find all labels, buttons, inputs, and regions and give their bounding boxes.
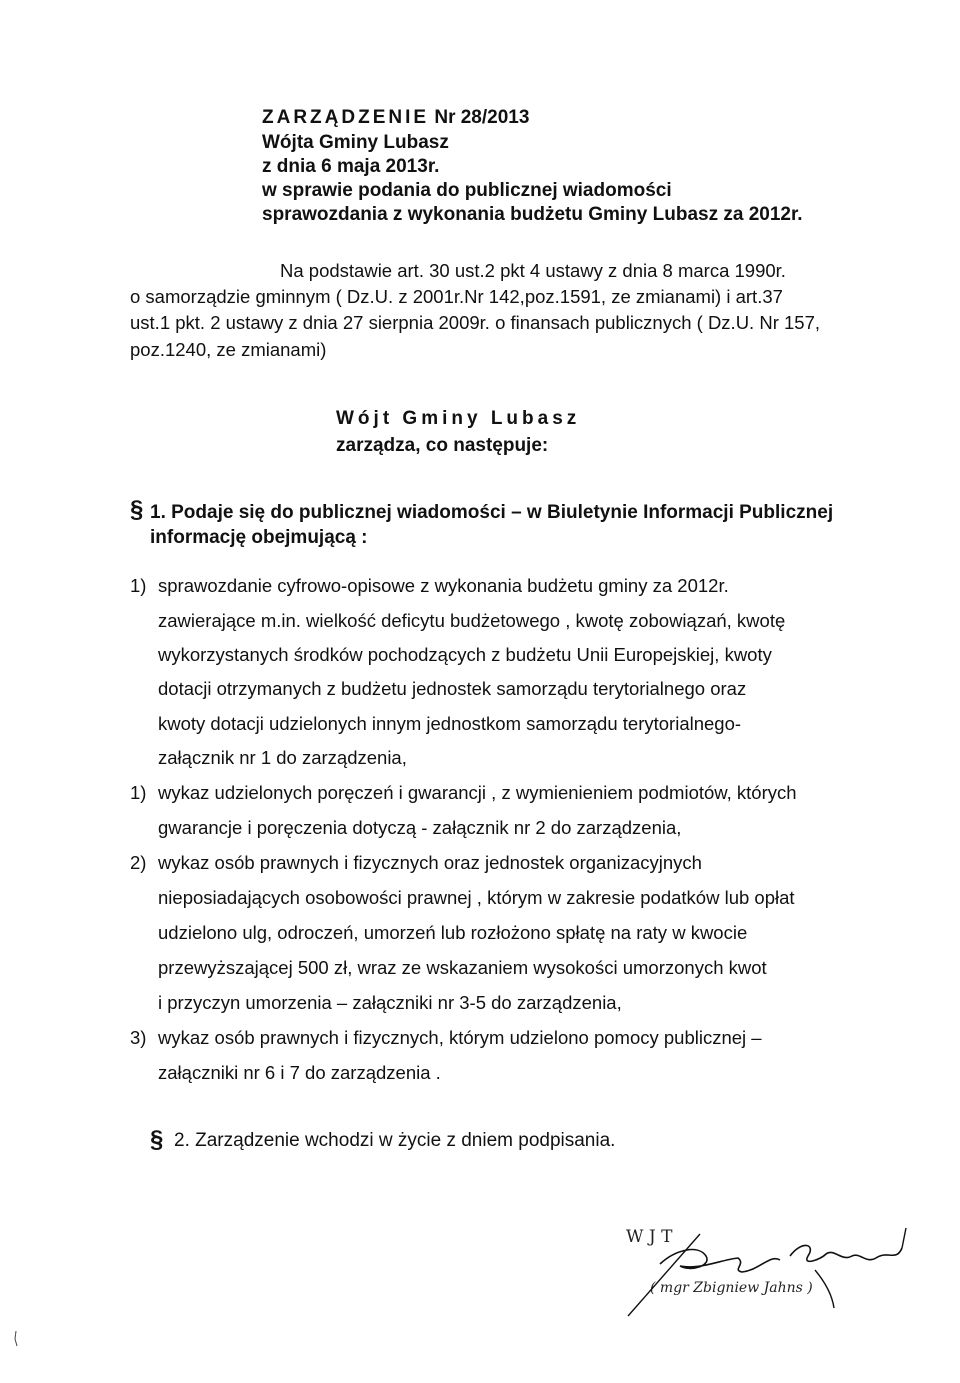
item-number: 3) xyxy=(130,1027,147,1048)
stamp-name-text: ( mgr Zbigniew Jahns ) xyxy=(650,1280,813,1296)
item-number: 2) xyxy=(130,852,147,873)
section-1-intro-line-2: informację obejmującą : xyxy=(150,527,368,548)
item-line: dotacji otrzymanych z budżetu jednostek samorządu terytorialnego oraz xyxy=(158,678,747,699)
decree-authority: Wójt Gminy Lubasz xyxy=(336,408,581,429)
subject-line-1: w sprawie podania do publicznej wiadomości xyxy=(262,180,672,201)
stray-mark xyxy=(12,1330,20,1348)
title-prefix: ZARZĄDZENIE xyxy=(262,107,430,128)
item-line: nieposiadających osobowości prawnej , którym w zakresie podatków lub opłat xyxy=(158,887,795,908)
section-2-sign: § xyxy=(150,1126,164,1153)
item-line: wykaz udzielonych poręczeń i gwarancji , z wymienieniem podmiotów, których xyxy=(158,782,797,803)
signature-stroke xyxy=(902,1228,906,1248)
section-2-text: 2. Zarządzenie wchodzi w życie z dniem podpisania. xyxy=(174,1130,616,1151)
title-number: Nr 28/2013 xyxy=(434,107,530,128)
item-line: wykorzystanych środków pochodzących z budżetu Unii Europejskiej, kwoty xyxy=(158,644,772,665)
signature-stroke xyxy=(815,1270,834,1308)
basis-line-4: poz.1240, ze zmianami) xyxy=(130,339,327,360)
section-1-intro-line-1: 1. Podaje się do publicznej wiadomości – w Biuletynie Informacji Publicznej xyxy=(150,502,834,523)
document-title xyxy=(262,106,529,130)
item-line: gwarancje i poręczenia dotyczą - załącznik nr 2 do zarządzenia, xyxy=(158,817,682,838)
item-line: załącznik nr 1 do zarządzenia, xyxy=(158,747,407,768)
item-line: udzielono ulg, odroczeń, umorzeń lub rozłożono spłatę na raty w kwocie xyxy=(158,922,748,943)
item-line: wykaz osób prawnych i fizycznych, którym udzielono pomocy publicznej – xyxy=(158,1027,762,1048)
basis-line-3: ust.1 pkt. 2 ustawy z dnia 27 sierpnia 2009r. o finansach publicznych ( Dz.U. Nr 157, xyxy=(130,312,821,333)
item-line: załączniki nr 6 i 7 do zarządzenia . xyxy=(158,1062,441,1083)
section-1-sign: § xyxy=(130,496,144,523)
item-line: i przyczyn umorzenia – załączniki nr 3-5 do zarządzenia, xyxy=(158,992,622,1013)
decree-formula: zarządza, co następuje: xyxy=(336,435,549,456)
item-line: zawierające m.in. wielkość deficytu budżetowego , kwotę zobowiązań, kwotę xyxy=(158,610,786,631)
item-line: kwoty dotacji udzielonych innym jednostkom samorządu terytorialnego- xyxy=(158,713,742,734)
item-number: 1) xyxy=(130,782,147,803)
issue-date: z dnia 6 maja 2013r. xyxy=(262,156,440,177)
issuer: Wójta Gminy Lubasz xyxy=(262,132,449,153)
basis-line-1: Na podstawie art. 30 ust.2 pkt 4 ustawy z dnia 8 marca 1990r. xyxy=(280,260,786,281)
item-line: sprawozdanie cyfrowo-opisowe z wykonania budżetu gminy za 2012r. xyxy=(158,575,729,596)
signature-stroke xyxy=(660,1250,780,1272)
stamp-top-text: W J T xyxy=(626,1227,673,1247)
basis-line-2: o samorządzie gminnym ( Dz.U. z 2001r.Nr 142,poz.1591, ze zmianami) i art.37 xyxy=(130,286,783,307)
subject-line-2: sprawozdania z wykonania budżetu Gminy Lubasz za 2012r. xyxy=(262,204,803,225)
item-line: wykaz osób prawnych i fizycznych oraz jednostek organizacyjnych xyxy=(158,852,702,873)
item-number: 1) xyxy=(130,575,147,596)
item-line: przewyższającej 500 zł, wraz ze wskazaniem wysokości umorzonych kwot xyxy=(158,957,767,978)
signature-stamp xyxy=(620,1220,920,1330)
signature-stroke xyxy=(790,1245,902,1261)
